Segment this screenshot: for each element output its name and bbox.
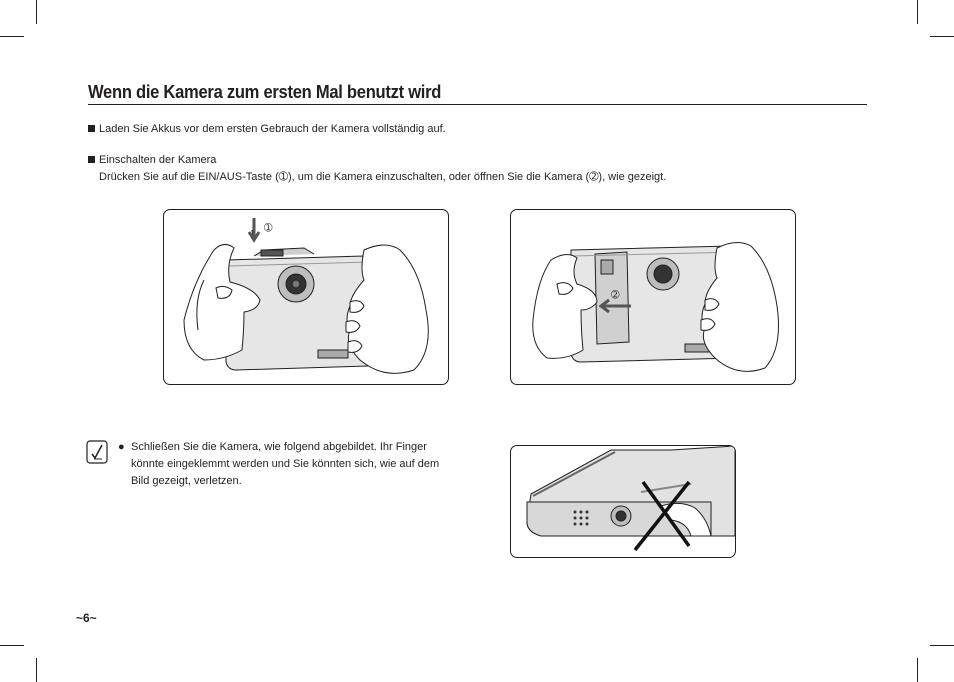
figure-open-camera — [510, 209, 796, 385]
note-text: Schließen Sie die Kamera, wie folgend abgebildet. Ihr Finger könnte eingeklemmt werden und Sie könnten sich, wie auf dem Bild gezeigt, verletzen. — [131, 441, 440, 487]
callout-number: ➀ — [264, 223, 273, 234]
square-bullet-icon — [88, 156, 95, 163]
bullet-text: Laden Sie Akkus vor dem ersten Gebrauch der Kamera vollständig auf. — [99, 123, 446, 135]
page-number: ~6~ — [76, 611, 97, 625]
title-rule — [88, 104, 867, 105]
crop-mark — [930, 645, 954, 646]
figure-pinch-warning — [510, 445, 736, 558]
crop-mark — [930, 36, 954, 37]
figure-power-button — [163, 209, 449, 385]
square-bullet-icon — [88, 125, 95, 132]
note-pencil-icon — [86, 440, 108, 464]
round-bullet-icon: ● — [118, 441, 125, 453]
bullet-heading: Einschalten der Kamera — [99, 154, 217, 166]
crop-mark — [917, 0, 918, 24]
crop-mark — [36, 0, 37, 24]
page-title: Wenn die Kamera zum ersten Mal benutzt wird — [88, 82, 442, 102]
crop-mark — [36, 658, 37, 682]
bullet-power-on — [88, 152, 666, 186]
crop-mark — [0, 645, 24, 646]
crop-mark — [0, 36, 24, 37]
bullet-text: Drücken Sie auf die EIN/AUS-Taste (➀), um die Kamera einzuschalten, oder öffnen Sie die Kamera (➁), wie gezeigt. — [99, 171, 667, 183]
bullet-charge-battery — [88, 121, 446, 138]
crop-mark — [917, 658, 918, 682]
callout-number: ➁ — [611, 290, 620, 301]
note-text-block — [118, 439, 458, 490]
